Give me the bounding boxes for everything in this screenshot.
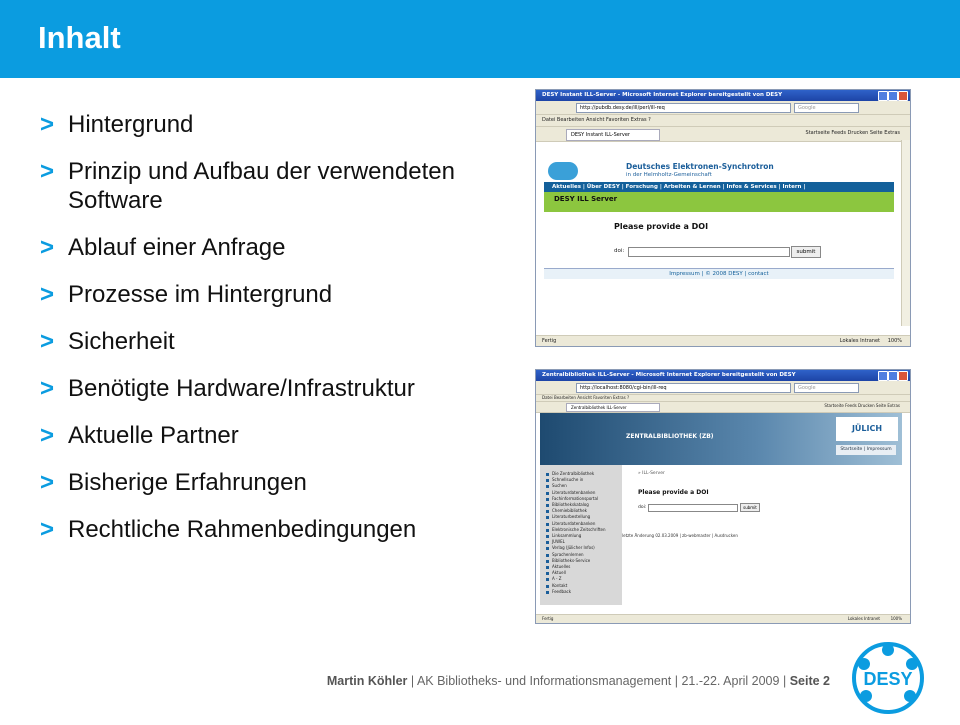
desy-logo-icon	[548, 162, 578, 180]
bullet-marker: >	[40, 422, 55, 449]
address-bar	[536, 101, 910, 115]
doi-form	[544, 212, 894, 268]
desy-logo	[842, 636, 934, 720]
footer-page: Seite 2	[789, 674, 830, 688]
bullet-item: > Bisherige Erfahrungen	[40, 469, 307, 496]
slide-footer: Martin Köhler | AK Bibliotheks- und Informationsmanagement | 21.-22. April 2009 | Seite 2	[326, 674, 830, 688]
bullet-marker: >	[40, 234, 55, 261]
scrollbar[interactable]	[901, 140, 910, 326]
status-bar: Fertig Lokales Intranet 100%	[536, 335, 910, 346]
browser-tab[interactable]: Zentralbibliothek ILL-Server	[566, 403, 660, 412]
doi-input[interactable]	[628, 247, 790, 257]
command-toolbar[interactable]: Startseite Feeds Drucken Seite Extras	[824, 403, 900, 408]
zoom-level[interactable]: 100%	[887, 338, 902, 344]
juelich-ill-screenshot	[535, 369, 911, 624]
submit-button[interactable]: submit	[740, 503, 760, 512]
command-toolbar[interactable]: Startseite Feeds Drucken Seite Extras	[805, 130, 900, 136]
window-titlebar: Zentralbibliothek ILL-Server - Microsoft Internet Explorer bereitgestellt von DESY	[536, 370, 910, 381]
footer-author: Martin Köhler	[326, 674, 408, 688]
bullet-marker: >	[40, 328, 55, 355]
site-nav[interactable]: Aktuelles | Über DESY | Forschung | Arbeiten & Lernen | Infos & Services | Intern |	[544, 182, 894, 192]
doi-label: doi:	[638, 505, 647, 510]
footer-event: AK Bibliotheks- und Informationsmanagement	[416, 674, 672, 688]
minimize-icon[interactable]	[878, 91, 888, 101]
bullet-item: > Sicherheit	[40, 328, 175, 355]
site-header	[544, 160, 894, 183]
doi-prompt: Please provide a DOI	[614, 222, 709, 231]
bullet-item: > Prinzip und Aufbau der verwendeten Software	[40, 158, 455, 214]
site-subtitle: in der Helmholtz-Gemeinschaft	[626, 172, 712, 178]
address-input[interactable]: http://pubdb.desy.de/ill/perl/ill-req	[576, 103, 791, 113]
bullet-marker: >	[40, 469, 55, 496]
juelich-logo: JÜLICH	[836, 417, 898, 441]
bullet-item: > Rechtliche Rahmenbedingungen	[40, 516, 417, 543]
bullet-list	[40, 110, 530, 562]
site-footer[interactable]: Impressum | © 2008 DESY | contact	[544, 268, 894, 279]
last-change: letzte Änderung 02.03.2009 | zb-webmaster | Ausdrucken	[622, 533, 738, 538]
search-input[interactable]: Google	[794, 103, 859, 113]
bullet-item: > Ablauf einer Anfrage	[40, 234, 286, 261]
status-bar: Fertig Lokales Intranet 100%	[536, 614, 910, 623]
close-icon[interactable]	[898, 371, 908, 381]
close-icon[interactable]	[898, 91, 908, 101]
bullet-marker: >	[40, 158, 55, 185]
banner-title: ZENTRALBIBLIOTHEK (ZB)	[626, 433, 714, 440]
desy-logo-icon	[842, 636, 934, 720]
minimize-icon[interactable]	[878, 371, 888, 381]
maximize-icon[interactable]	[888, 91, 898, 101]
address-input[interactable]: http://localhost:8080/cgi-bin/ill-req	[576, 383, 791, 393]
window-titlebar: DESY Instant ILL-Server - Microsoft Internet Explorer bereitgestellt von DESY	[536, 90, 910, 101]
doi-prompt: Please provide a DOI	[638, 489, 709, 496]
bullet-marker: >	[40, 375, 55, 402]
bullet-item: > Aktuelle Partner	[40, 422, 239, 449]
bullet-marker: >	[40, 281, 55, 308]
side-menu: Die Zentralbibliothek Schnellsuche in Suchen Literaturdatenbanken Fachinformationsportal Bibliothekskatalog Chemiebibliothek Literaturbestellung Literaturdatenbanken Elektronische Zeitschriften Linksammlung JUWEL Verlag (Jülicher Infos) Sprachenlernen Bibliotheks-Service Aktuelles Aktuell A - Z Kontakt Feedback	[546, 471, 602, 595]
site-name: Deutsches Elektronen-Synchrotron	[626, 162, 774, 171]
maximize-icon[interactable]	[888, 371, 898, 381]
bullet-item: > Prozesse im Hintergrund	[40, 281, 333, 308]
side-navigation	[540, 465, 623, 605]
bullet-item: > Benötigte Hardware/Infrastruktur	[40, 375, 415, 402]
menu-bar[interactable]: Datei Bearbeiten Ansicht Favoriten Extras ?	[536, 395, 910, 402]
doi-input[interactable]	[648, 504, 738, 512]
bullet-marker: >	[40, 516, 55, 543]
bullet-marker: >	[40, 111, 55, 138]
zoom-level[interactable]: 100%	[890, 616, 902, 621]
site-banner	[540, 413, 902, 465]
slide-title: Inhalt	[38, 20, 121, 55]
desy-ill-screenshot	[535, 89, 911, 347]
quick-search-button[interactable]: Suchen	[546, 483, 602, 489]
tab-bar	[536, 402, 910, 413]
logo-text: DESY	[863, 669, 913, 689]
tab-bar	[536, 127, 910, 142]
submit-button[interactable]: submit	[791, 246, 821, 258]
browser-tab[interactable]: DESY Instant ILL-Server	[566, 129, 660, 141]
section-title: DESY ILL Server	[544, 192, 894, 212]
header-bar	[0, 0, 960, 78]
main-content	[622, 465, 902, 605]
bullet-item: > Hintergrund	[40, 111, 194, 138]
address-bar	[536, 381, 910, 395]
footer-date: 21.-22. April 2009	[681, 674, 780, 688]
doi-label: doi:	[614, 248, 625, 254]
top-links[interactable]: Startseite | Impressum	[836, 445, 896, 455]
breadcrumb[interactable]: » ILL-Server	[638, 471, 665, 476]
search-input[interactable]: Google	[794, 383, 859, 393]
menu-bar[interactable]: Datei Bearbeiten Ansicht Favoriten Extras ?	[536, 115, 910, 127]
